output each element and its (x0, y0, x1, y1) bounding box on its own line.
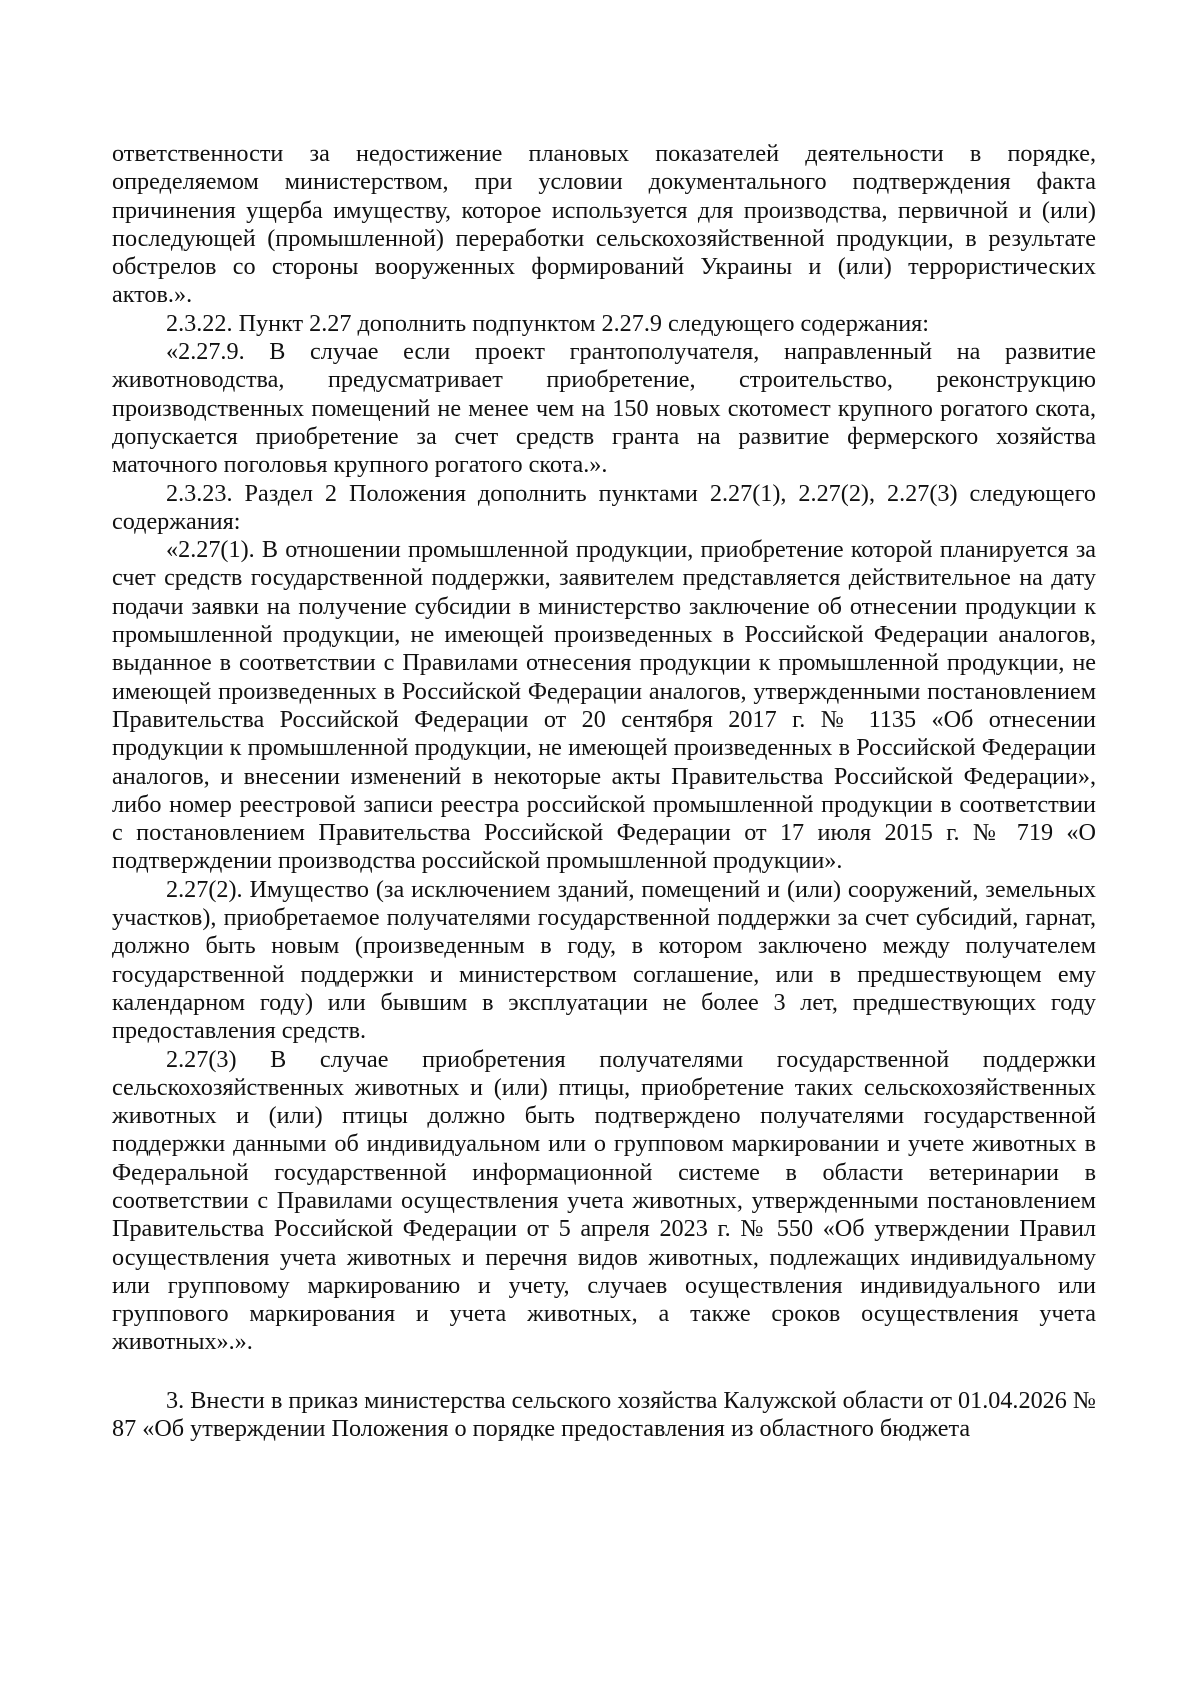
paragraph-4: 2.3.23. Раздел 2 Положения дополнить пунктами 2.27(1), 2.27(2), 2.27(3) следующего содержания: (112, 479, 1096, 535)
paragraph-8: 3. Внести в приказ министерства сельского хозяйства Калужской области от 01.04.2026 № 87 «Об утверждении Положения о порядке предоставления из областного бюджета (112, 1386, 1096, 1443)
document-body (112, 140, 1096, 1443)
paragraph-6: 2.27(2). Имущество (за исключением зданий, помещений и (или) сооружений, земельных участков), приобретаемое получателями государственной поддержки за счет субсидий, гарнат, должно быть новым (произведенным в году, в котором заключено между получателем государственной поддержки и министерством соглашение, или в предшествующем ему календарном году) или бывшим в эксплуатации не более 3 лет, предшествующих году предоставления средств. (112, 875, 1096, 1045)
paragraph-7: 2.27(3) В случае приобретения получателями государственной поддержки сельскохозяйственных животных и (или) птицы, приобретение таких сельскохозяйственных животных и (или) птицы должно быть подтверждено получателями государственной поддержки данными об индивидуальном или о групповом маркировании и учете животных в Федеральной государственной информационной системе в области ветеринарии в соответствии с Правилами осуществления учета животных, утвержденными постановлением Правительства Российской Федерации от 5 апреля 2023 г. № 550 «Об утверждении Правил осуществления учета животных и перечня видов животных, подлежащих индивидуальному или групповому маркированию и учету, случаев осуществления индивидуального или группового маркирования и учета животных, а также сроков осуществления учета животных».». (112, 1045, 1096, 1356)
paragraph-5: «2.27(1). В отношении промышленной продукции, приобретение которой планируется за счет средств государственной поддержки, заявителем представляется действительное на дату подачи заявки на получение субсидии в министерство заключение об отнесении продукции к промышленной продукции, не имеющей произведенных в Российской Федерации аналогов, выданное в соответствии с Правилами отнесения продукции к промышленной продукции, не имеющей произведенных в Российской Федерации аналогов, утвержденными постановлением Правительства Российской Федерации от 20 сентября 2017 г. № 1135 «Об отнесении продукции к промышленной продукции, не имеющей произведенных в Российской Федерации аналогов, и внесении изменений в некоторые акты Правительства Российской Федерации», либо номер реестровой записи реестра российской промышленной продукции в соответствии с постановлением Правительства Российской Федерации от 17 июля 2015 г. № 719 «О подтверждении производства российской промышленной продукции». (112, 536, 1096, 875)
paragraph-3: «2.27.9. В случае если проект грантополучателя, направленный на развитие животноводства, предусматривает приобретение, строительство, реконструкцию производственных помещений не менее чем на 150 новых скотомест крупного рогатого скота, допускается приобретение за счет средств гранта на развитие фермерского хозяйства маточного поголовья крупного рогатого скота.». (112, 338, 1096, 479)
paragraph-2: 2.3.22. Пункт 2.27 дополнить подпунктом 2.27.9 следующего содержания: (166, 309, 929, 337)
paragraph-1: ответственности за недостижение плановых показателей деятельности в порядке, определяемом министерством, при условии документального подтверждения факта причинения ущерба имуществу, которое используется для производства, первичной и (или) последующей (промышленной) переработки сельскохозяйственной продукции, в результате обстрелов со стороны вооруженных формирований Украины и (или) террористических актов.». (112, 140, 1096, 309)
